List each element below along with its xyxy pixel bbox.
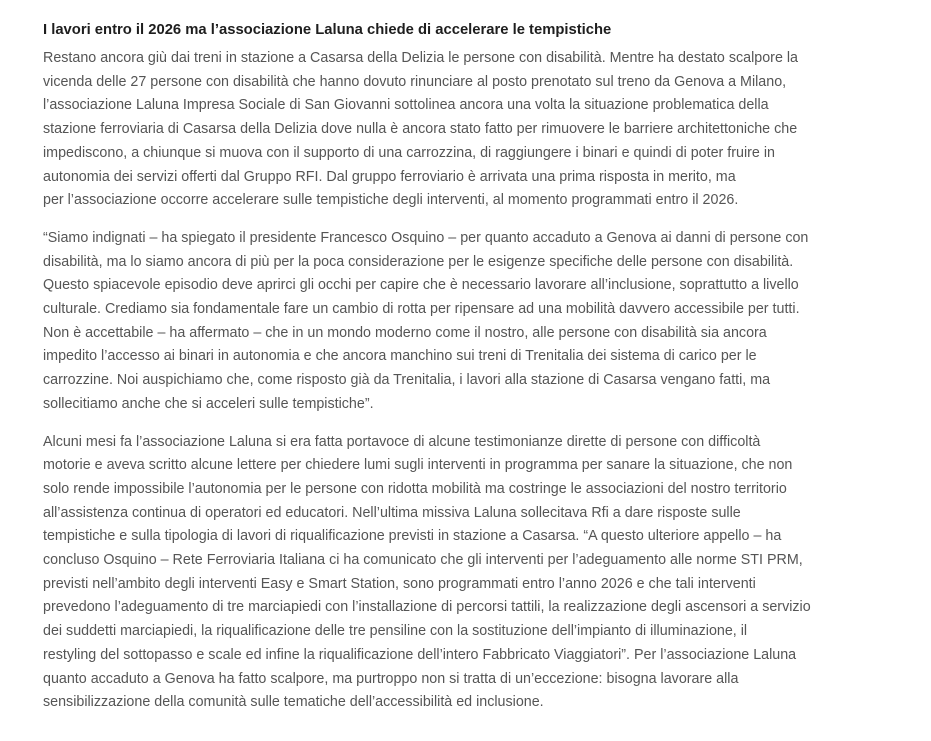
text-line: impediscono, a chiunque si muova con il supporto di una carrozzina, di raggiungere i binari e quindi di poter fruire in (43, 144, 775, 161)
text-line: stazione ferroviaria di Casarsa della Delizia dove nulla è ancora stato fatto per rimuovere le barriere architettoniche che (43, 121, 798, 138)
text-line: culturale. Crediamo sia fondamentale fare un cambio di rotta per ripensare ad una mobilità davvero accessibile per tutti. (43, 301, 800, 318)
text-line: concluso Osquino – Rete Ferroviaria Italiana ci ha comunicato che gli interventi per l’adeguamento alle norme STI PRM, (43, 552, 803, 569)
text-line: Restano ancora giù dai treni in stazione a Casarsa della Delizia le persone con disabilità. Mentre ha destato scalpore la (43, 50, 798, 66)
text-line: solo rende impossibile l’autonomia per le persone con ridotta mobilità ma costringe le associazioni del nostro territorio (43, 480, 787, 497)
text-line: Alcuni mesi fa l’associazione Laluna si era fatta portavoce di alcune testimonianze dirette di persone con difficoltà (43, 433, 761, 450)
text-line: dei suddetti marciapiedi, la riqualificazione delle tre pensiline con la sostituzione dell’impianto di illuminazione, il (43, 623, 748, 640)
text-line: impedito l’accesso ai binari in autonomia e che ancora manchino sui treni di Trenitalia dei sistema di carico per le (43, 348, 757, 365)
article-paragraph-1 (43, 47, 899, 213)
text-line: Non è accettabile – ha affermato – che in un mondo moderno come il nostro, alle persone con disabilità sia ancora (43, 324, 767, 341)
article-paragraph-3 (43, 431, 899, 715)
text-line: l’associazione Laluna Impresa Sociale di San Giovanni sottolinea ancora una volta la situazione problematica della (43, 97, 769, 114)
text-line: Questo spiacevole episodio deve aprirci gli occhi per capire che è necessario lavorare all’inclusione, soprattutto a livello (43, 277, 799, 294)
text-line: sensibilizzazione della comunità sulle tematiche dell’accessibilità ed inclusione. (43, 694, 544, 711)
text-line: “Siamo indignati – ha spiegato il presidente Francesco Osquino – per quanto accaduto a Genova ai danni di persone con (43, 229, 809, 246)
text-line: prevedono l’adeguamento di tre marciapiedi con l’installazione di percorsi tattili, la realizzazione degli ascensori a servizio (43, 599, 811, 616)
text-line: all’assistenza continua di operatori ed educatori. Nell’ultima missiva Laluna sollecitava Rfi a dare risposte sulle (43, 504, 741, 521)
text-line: previsti nell’ambito degli interventi Easy e Smart Station, sono programmati entro l’anno 2026 e che tali interventi (43, 575, 756, 592)
text-line: vicenda delle 27 persone con disabilità che hanno dovuto rinunciare al posto prenotato sul treno da Genova a Milano, (43, 73, 787, 90)
text-line: disabilità, ma lo siamo ancora di più per la poca considerazione per le esigenze specifiche delle persone con disabilità. (43, 253, 794, 270)
article-headline: I lavori entro il 2026 ma l’associazione Laluna chiede di accelerare le tempistiche (43, 22, 612, 38)
text-line: motorie e aveva scritto alcune lettere per chiedere lumi sugli interventi in programma per sanare la situazione, che non (43, 457, 793, 474)
text-line: sollecitiamo anche che si acceleri sulle tempistiche”. (43, 395, 374, 412)
text-line: per l’associazione occorre accelerare sulle tempistiche degli interventi, al momento programmati entro il 2026. (43, 192, 739, 209)
text-line: carrozzine. Noi auspichiamo che, come risposto già da Trenitalia, i lavori alla stazione di Casarsa vengano fatti, ma (43, 372, 771, 389)
text-line: restyling del sottopasso e scale ed infine la riqualificazione dell’intero Fabbricato Viaggiatori”. Per l’associazione Laluna (43, 646, 797, 663)
text-line: quanto accaduto a Genova ha fatto scalpore, ma purtroppo non si tratta di un’eccezione: bisogna lavorare alla (43, 670, 739, 687)
text-line: autonomia dei servizi offerti dal Gruppo RFI. Dal gruppo ferroviario è arrivata una prima risposta in merito, ma (43, 168, 736, 185)
article-paragraph-2 (43, 227, 899, 417)
text-line: tempistiche e sulla tipologia di lavori di riqualificazione previsti in stazione a Casarsa. “A questo ulteriore appello – ha (43, 528, 782, 545)
